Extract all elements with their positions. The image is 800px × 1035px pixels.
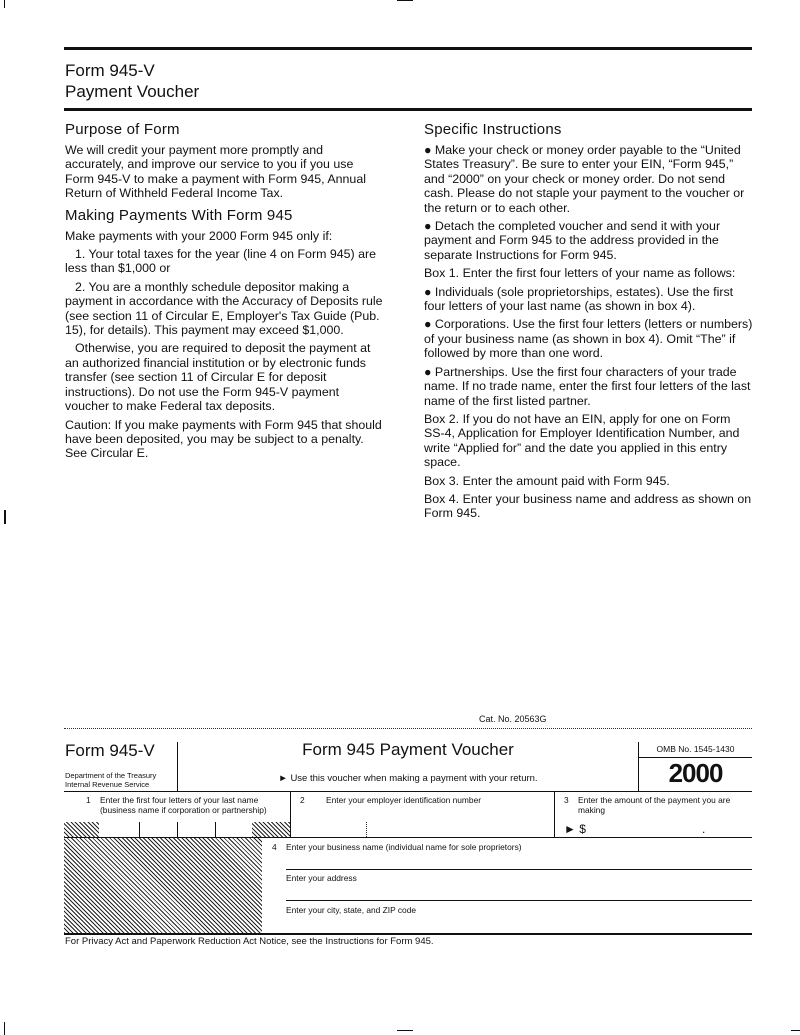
instruction: Box 3. Enter the amount paid with Form 945. [424,473,670,488]
city-label: Enter your city, state, and ZIP code [286,905,417,915]
omb-number: OMB No. 1545-1430 [656,744,735,754]
tax-year: 2000 [668,758,723,788]
hatched-area [64,838,262,933]
cut-line [64,728,752,729]
letter-divider [215,822,216,837]
left-column [65,121,385,465]
instruction: ● Individuals (sole proprietorships, estates). Use the first four letters of your last name (as shown in box 4). [424,284,734,314]
crop-mark [4,1022,5,1035]
hatched-area [252,822,290,837]
instruction: Box 2. If you do not have an EIN, apply for one on Form SS-4, Application for Employer Identification Number, and write “Applied for” and the date you applied in this entry space. [424,411,740,470]
dept-treasury: Department of the Treasury [65,771,157,780]
paragraph: We will credit your payment more promptly and accurately, and improve our service to you if you use Form 945-V to make a payment with Form 945, Annual Return of Withheld Federal Income Tax. [65,143,366,201]
instruction: Box 1. Enter the first four letters of your name as follows: [424,266,736,281]
box4-number: 4 [272,842,277,852]
cat-number: Cat. No. 20563G [479,714,547,724]
address-label: Enter your address [286,873,357,883]
crop-mark [4,0,5,8]
address-input[interactable] [286,883,752,901]
dollar-sign: ► $ [564,822,586,836]
voucher-title: Form 945 Payment Voucher [302,740,514,759]
crop-mark [397,0,413,1]
paragraph: 1. Your total taxes for the year (line 4 on Form 945) are less than $1,000 or [65,247,376,276]
heading-making-payments: Making Payments With Form 945 [65,206,293,224]
hatched-area [64,822,99,837]
letter-divider [177,822,178,837]
voucher-form-number: Form 945-V [65,741,155,760]
paragraph: Make payments with your 2000 Form 945 only if: [65,228,333,243]
privacy-notice: For Privacy Act and Paperwork Reduction Act Notice, see the Instructions for Form 945. [65,936,434,947]
divider [64,791,752,792]
ein-separator [366,822,367,837]
right-column [424,121,754,525]
instruction: Box 4. Enter your business name and address as shown on Form 945. [424,491,752,521]
irs: Internal Revenue Service [65,780,150,789]
amount-input[interactable] [590,810,750,837]
form-subtitle: Payment Voucher [65,82,200,101]
crop-mark [397,1030,413,1031]
box3-number: 3 [564,795,569,805]
crop-mark [4,510,6,524]
caution: Caution: If you make payments with Form 945 that should have been deposited, you may be subject to a penalty. See Circular E. [65,417,382,461]
top-rule [64,47,752,50]
business-name-label: Enter your business name (individual name for sole proprietors) [286,842,522,852]
paragraph: Otherwise, you are required to deposit the payment at an authorized financial institution or by electronic funds transfer (see section 11 of Circular E for deposit instructions). Do not use the Form 945-V payment voucher to make Federal tax deposits. [65,341,371,414]
heading-purpose: Purpose of Form [65,121,180,138]
box1-label: Enter the first four letters of your last name (business name if corporation or partnership) [100,795,267,815]
box3-label: Enter the amount of the payment you are making [578,795,731,815]
instruction: ● Corporations. Use the first four letters (letters or numbers) of your business name (as shown in box 4). Omit “The” if followed by more than one word. [424,317,753,361]
instruction: ● Make your check or money order payable to the “United States Treasury”. Be sure to enter your EIN, “Form 945,” and “2000” on your check or money order. Do not send cash. Please do not staple your payment to the voucher or the return or to each other. [424,143,745,215]
form-title: Form 945-V [65,61,155,80]
header-rule [64,108,752,111]
box1-input[interactable] [99,822,252,838]
paragraph: 2. You are a monthly schedule depositor making a payment in accordance with the Accuracy of Deposits rule (see section 11 of Circular E, Employer's Tax Guide (Pub. 15), for details). This payment may exceed $1,000. [65,279,383,338]
city-input[interactable] [286,915,752,932]
heading-specific-instructions: Specific Instructions [424,121,562,138]
divider [64,933,752,935]
crop-mark [791,1030,800,1031]
divider [554,791,555,837]
instruction: ● Partnerships. Use the first four characters of your trade name. If no trade name, enter the first four letters of the last name of the first listed partner. [424,364,751,408]
instruction: ● Detach the completed voucher and send it with your payment and Form 945 to the address provided in the separate Instructions for Form 945. [424,219,721,262]
box2-label: Enter your employer identification number [326,795,482,805]
ein-input[interactable] [291,810,554,837]
voucher-instruction: ► Use this voucher when making a payment with your return. [278,773,538,784]
box2-number: 2 [300,795,305,805]
decimal-point: . [702,822,706,836]
business-name-input[interactable] [286,852,752,870]
box1-number: 1 [86,795,91,805]
letter-divider [139,822,140,837]
